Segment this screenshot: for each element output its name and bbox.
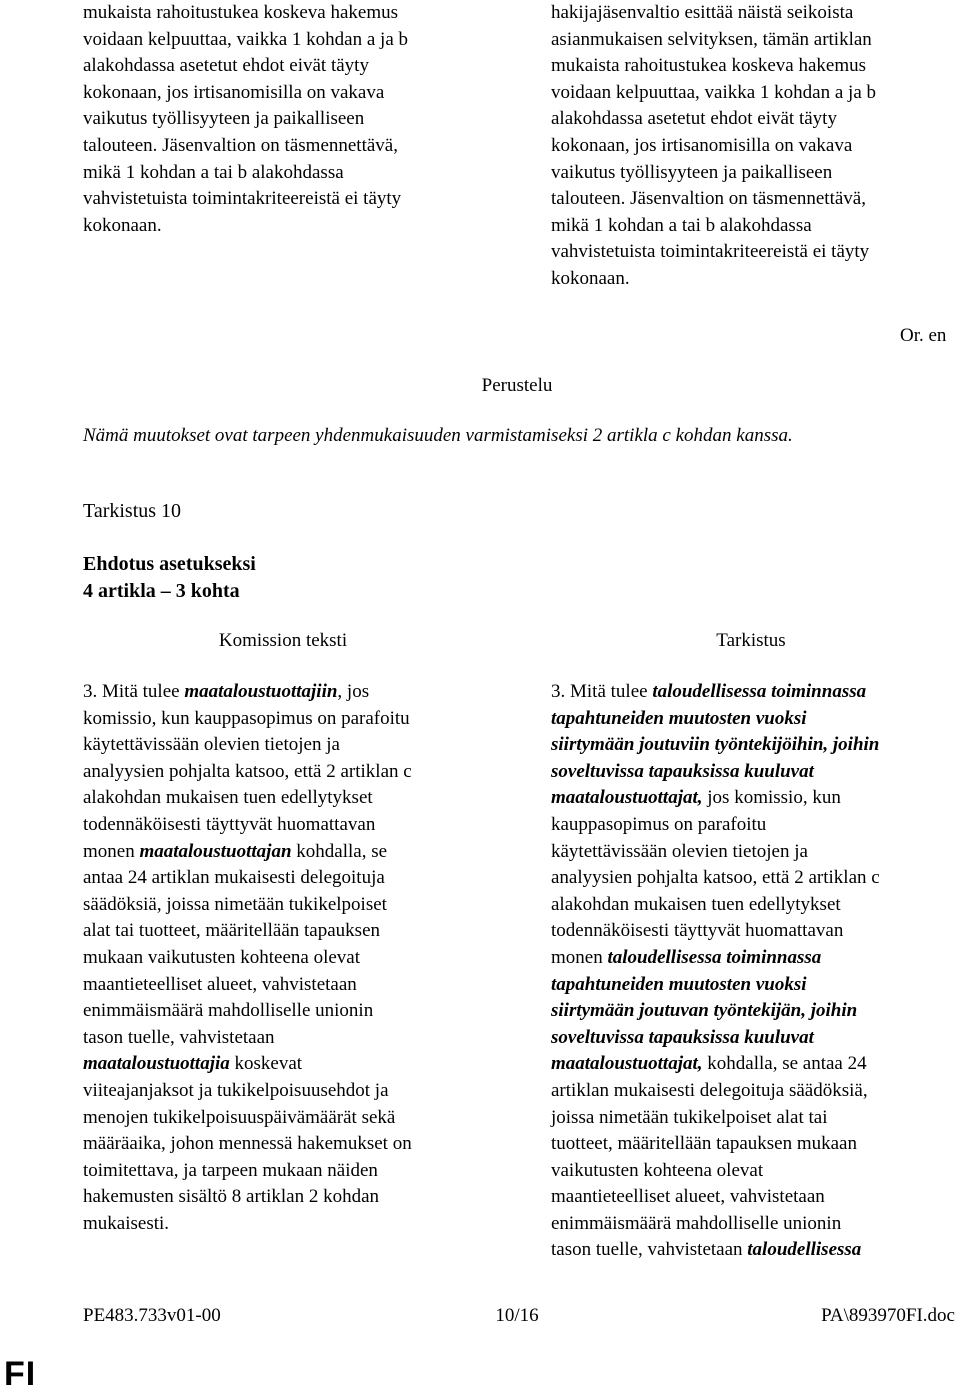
text-line: kokonaan, jos irtisanomisilla on vakava <box>551 134 853 156</box>
text-segment: säädöksiä, joissa nimetään tukikelpoiset <box>83 893 387 915</box>
text-segment: enimmäismäärä mahdolliselle unionin <box>551 1212 842 1234</box>
emphasized-text: maataloustuottajat, <box>551 1053 703 1075</box>
column-header-amendment: Tarkistus <box>716 630 786 651</box>
footer-page-number: 10/16 <box>495 1305 539 1326</box>
text-line <box>551 679 956 706</box>
amendment-number: Tarkistus 10 <box>83 500 182 522</box>
text-line <box>551 865 956 892</box>
text-segment: hakemusten sisältö 8 artiklan 2 kohdan <box>83 1186 380 1208</box>
text-line: alakohdassa asetetut ehdot eivät täyty <box>551 108 837 130</box>
text-segment: komissio, kun kauppasopimus on parafoitu <box>83 707 410 729</box>
text-line: mikä 1 kohdan a tai b alakohdassa <box>83 161 344 183</box>
text-line <box>551 706 956 733</box>
text-line <box>83 1105 503 1132</box>
text-line: mukaista rahoitustukea koskeva hakemus <box>83 2 399 23</box>
text-line <box>83 1184 503 1211</box>
text-line: vahvistetuista toimintakriteereistä ei täyty <box>83 188 402 210</box>
text-line: vaikutus työllisyyteen ja paikalliseen <box>83 108 365 130</box>
text-segment: käytettävissään olevien tietojen ja <box>83 734 340 756</box>
text-segment: artiklan mukaisesti delegoituja säädöksiä, <box>551 1079 868 1101</box>
emphasized-text: soveltuvissa tapauksissa kuuluvat <box>551 760 814 782</box>
emphasized-text: siirtymään joutuviin työntekijöihin, joihin <box>551 734 880 756</box>
text-line: vahvistetuista toimintakriteereistä ei täyty <box>551 241 870 263</box>
emphasized-text: taloudellisessa toiminnassa <box>607 946 822 968</box>
commission-text-column <box>83 679 503 1237</box>
text-line <box>83 918 503 945</box>
text-line: hakijajäsenvaltio esittää näistä seikoista <box>551 2 854 23</box>
text-line: talouteen. Jäsenvaltion on täsmennettävä, <box>551 188 866 210</box>
text-line <box>83 839 503 866</box>
footer-document-reference: PE483.733v01-00 <box>83 1305 221 1326</box>
text-segment: tason tuelle, vahvistetaan <box>551 1239 748 1261</box>
text-segment: 3. Mitä tulee <box>83 681 185 702</box>
text-segment: alat tai tuotteet, määritellään tapauksen <box>83 920 381 942</box>
text-line <box>551 785 956 812</box>
text-line <box>551 839 956 866</box>
text-line <box>551 998 956 1025</box>
text-line <box>83 706 503 733</box>
proposal-title-line: Ehdotus asetukseksi <box>83 553 256 575</box>
text-line <box>83 945 503 972</box>
text-line <box>83 1051 503 1078</box>
text-segment: vaikutusten kohteena olevat <box>551 1159 764 1181</box>
text-line <box>83 785 503 812</box>
text-segment: , jos <box>337 681 370 702</box>
text-line: voidaan kelpuuttaa, vaikka 1 kohdan a ja b <box>83 28 409 50</box>
justification-text: Nämä muutokset ovat tarpeen yhdenmukaisuuden varmistamiseksi 2 artikla c kohdan kanssa. <box>83 425 793 446</box>
emphasized-text: tapahtuneiden muutosten vuoksi <box>551 707 807 729</box>
text-line <box>83 1025 503 1052</box>
text-segment: tuotteet, määritellään tapauksen mukaan <box>551 1133 857 1155</box>
text-segment: maantieteelliset alueet, vahvistetaan <box>551 1186 825 1208</box>
footer-file-name: PA\893970FI.doc <box>821 1305 955 1326</box>
text-line <box>551 1105 956 1132</box>
text-segment: alakohdan mukaisen tuen edellytykset <box>551 893 841 915</box>
text-segment: mukaisesti. <box>83 1212 170 1234</box>
text-segment: maantieteelliset alueet, vahvistetaan <box>83 973 357 995</box>
text-segment: todennäköisesti täyttyvät huomattavan <box>551 920 844 942</box>
text-line <box>551 759 956 786</box>
text-line <box>83 679 503 706</box>
text-line <box>83 759 503 786</box>
text-segment: joissa nimetään tukikelpoiset alat tai <box>551 1106 828 1128</box>
text-segment: jos komissio, kun <box>702 787 841 809</box>
text-segment: tason tuelle, vahvistetaan <box>83 1026 275 1048</box>
emphasized-text: soveltuvissa tapauksissa kuuluvat <box>551 1026 814 1048</box>
text-line <box>83 1158 503 1185</box>
text-line <box>551 1078 956 1105</box>
text-line <box>551 812 956 839</box>
text-segment: kohdalla, se <box>291 840 388 862</box>
amendment-text-column <box>551 679 956 1264</box>
column-header-commission-text: Komission teksti <box>218 630 348 651</box>
text-line: alakohdassa asetetut ehdot eivät täyty <box>83 55 369 77</box>
text-line <box>551 732 956 759</box>
text-line <box>83 1211 503 1238</box>
text-segment: kohdalla, se antaa 24 <box>702 1053 867 1075</box>
top-left-paragraph <box>83 0 483 239</box>
text-segment: analyysien pohjalta katsoo, että 2 artiklan c <box>83 760 412 782</box>
emphasized-text: tapahtuneiden muutosten vuoksi <box>551 973 807 995</box>
text-line <box>83 998 503 1025</box>
proposal-title <box>83 551 256 605</box>
text-line: kokonaan. <box>551 267 630 289</box>
text-segment: menojen tukikelpoisuuspäivämäärät sekä <box>83 1106 396 1128</box>
text-line <box>551 1025 956 1052</box>
text-line <box>551 1051 956 1078</box>
text-line <box>83 812 503 839</box>
text-segment: enimmäismäärä mahdolliselle unionin <box>83 1000 374 1022</box>
emphasized-text: maataloustuottajat, <box>551 787 703 809</box>
text-line: kokonaan, jos irtisanomisilla on vakava <box>83 81 385 103</box>
text-line: vaikutus työllisyyteen ja paikalliseen <box>551 161 833 183</box>
text-line <box>83 732 503 759</box>
text-line: asianmukaisen selvityksen, tämän artiklan <box>551 28 872 50</box>
emphasized-text: maataloustuottajiin <box>184 681 338 702</box>
original-language-note: Or. en <box>900 325 947 346</box>
emphasized-text: taloudellisessa <box>747 1239 862 1261</box>
text-line <box>551 1211 956 1238</box>
text-line: voidaan kelpuuttaa, vaikka 1 kohdan a ja b <box>551 81 877 103</box>
emphasized-text: maataloustuottajan <box>139 840 292 862</box>
text-line <box>83 1131 503 1158</box>
text-line: kokonaan. <box>83 214 162 236</box>
text-line <box>83 1078 503 1105</box>
text-segment: alakohdan mukaisen tuen edellytykset <box>83 787 373 809</box>
text-segment: koskevat <box>229 1053 303 1075</box>
text-line <box>83 892 503 919</box>
emphasized-text: taloudellisessa toiminnassa <box>652 681 867 702</box>
text-segment: kauppasopimus on parafoitu <box>551 813 767 835</box>
text-segment: käytettävissään olevien tietojen ja <box>551 840 808 862</box>
text-line: mukaista rahoitustukea koskeva hakemus <box>551 55 867 77</box>
proposal-title-line: 4 artikla – 3 kohta <box>83 580 240 602</box>
text-segment: määräaika, johon mennessä hakemukset on <box>83 1133 412 1155</box>
text-line: mikä 1 kohdan a tai b alakohdassa <box>551 214 812 236</box>
text-line <box>83 865 503 892</box>
text-segment: analyysien pohjalta katsoo, että 2 artiklan c <box>551 867 880 889</box>
emphasized-text: siirtymään joutuvan työntekijän, joihin <box>551 1000 858 1022</box>
text-segment: toimitettava, ja tarpeen mukaan näiden <box>83 1159 378 1181</box>
text-segment: antaa 24 artiklan mukaisesti delegoituja <box>83 867 385 889</box>
text-segment: 3. Mitä tulee <box>551 681 653 702</box>
text-segment: todennäköisesti täyttyvät huomattavan <box>83 813 376 835</box>
justification-heading: Perustelu <box>481 375 553 396</box>
text-segment: monen <box>83 840 140 862</box>
emphasized-text: maataloustuottajia <box>83 1053 230 1075</box>
text-segment: mukaan vaikutusten kohteena olevat <box>83 946 360 968</box>
text-segment: viiteajanjaksot ja tukikelpoisuusehdot ja <box>83 1079 389 1101</box>
text-line <box>551 972 956 999</box>
text-line <box>551 1158 956 1185</box>
text-segment: monen <box>551 946 608 968</box>
text-line <box>551 1131 956 1158</box>
text-line <box>551 1184 956 1211</box>
text-line: talouteen. Jäsenvaltion on täsmennettävä, <box>83 134 398 156</box>
text-line <box>551 918 956 945</box>
top-right-paragraph <box>551 0 951 293</box>
language-code: FI <box>4 1355 37 1393</box>
text-line <box>551 1237 956 1264</box>
text-line <box>551 892 956 919</box>
text-line <box>83 972 503 999</box>
text-line <box>551 945 956 972</box>
